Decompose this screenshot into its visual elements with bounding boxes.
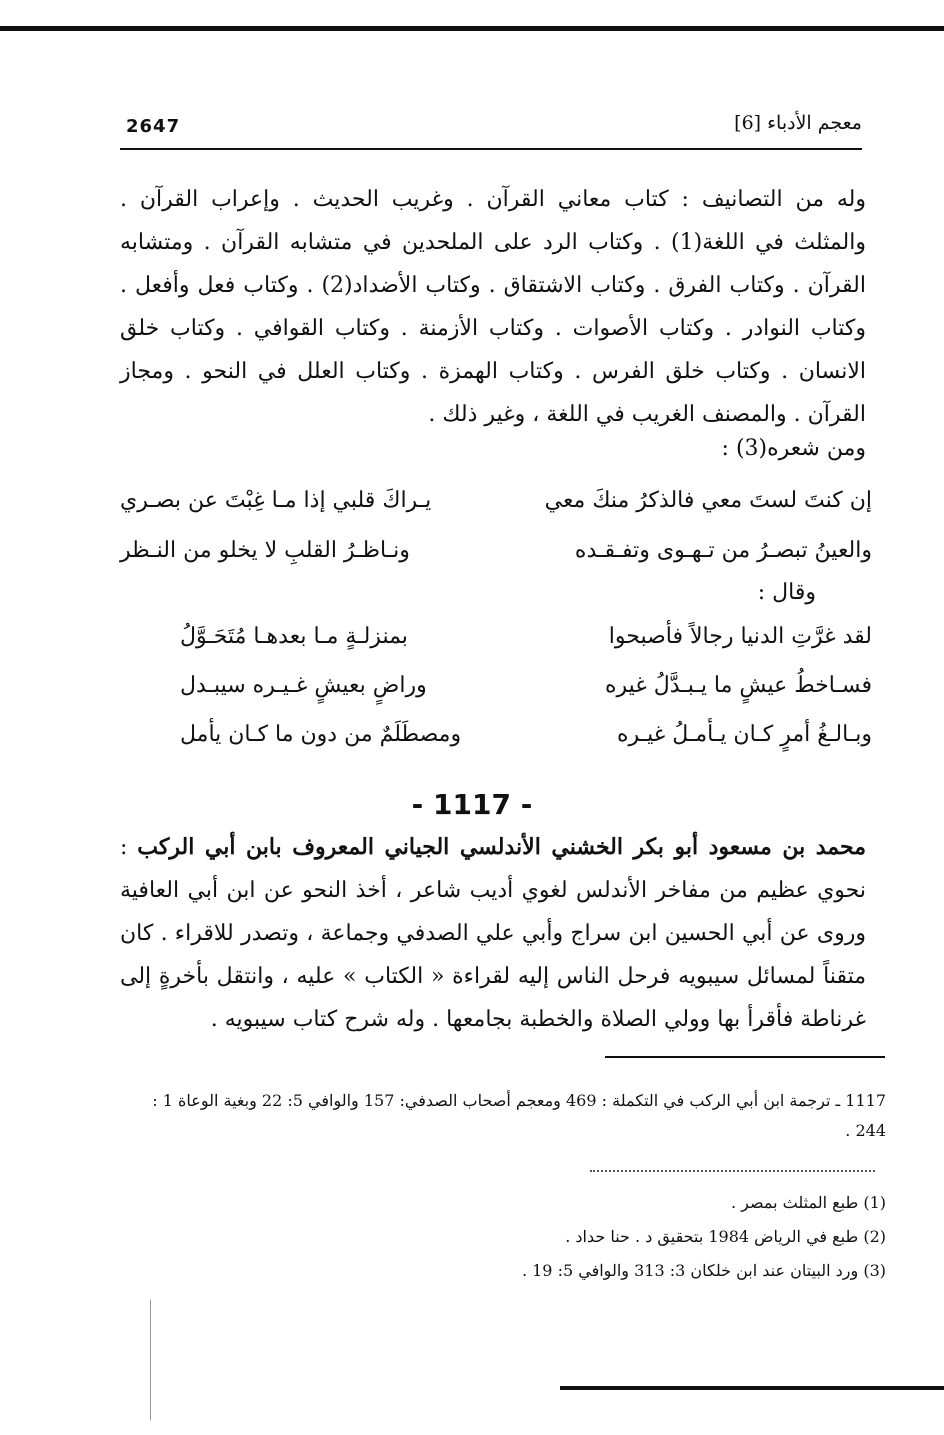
footnote-1: (1) طبع المثلث بمصر . xyxy=(731,1193,886,1212)
running-header xyxy=(120,112,862,144)
poetry-intro: ومن شعره(3) : xyxy=(721,436,866,461)
scan-edge-line xyxy=(150,1300,151,1420)
footnote-separator xyxy=(590,1170,875,1172)
biography-body: : نحوي عظيم من مفاخر الأندلس لغوي أديب شاعر ، أخذ النحو عن ابن أبي العافية وروى عن أبي الحسين ابن سراج وأبي علي الصدفي وجماعة ، وتصدر للاقراء . كان متقناً لمسائل سيبويه فرحل الناس إليه لقراءة « الكتاب » عليه ، وانتقل بأخرةٍ إلى غرناطة فأقرأ بها وولي الصلاة والخطبة بجامعها . وله شرح كتاب سيبويه . xyxy=(120,835,866,1032)
hemistich-first: والعينُ تبصـرُ من تـهـوى وتفـقـده xyxy=(574,538,872,563)
footnote-3: (3) ورد البيتان عند ابن خلكان 3: 313 والوافي 5: 19 . xyxy=(521,1261,886,1280)
scan-border-bottom xyxy=(560,1386,944,1390)
footnote-2: (2) طبع في الرياض 1984 بتحقيق د . حنا حداد . xyxy=(565,1227,886,1246)
footnotes xyxy=(522,1186,886,1288)
biography-name: محمد بن مسعود أبو بكر الخشني الأندلسي الجياني المعروف بابن أبي الركب xyxy=(137,834,866,860)
note-separator xyxy=(605,1056,885,1058)
entry-note: 1117 ـ ترجمة ابن أبي الركب في التكملة : 469 ومعجم أصحاب الصدفي: 157 والوافي 5: 22 وبغية الوعاة 1 : 244 . xyxy=(152,1091,886,1140)
poem1-verse-2 xyxy=(120,538,872,582)
biography-paragraph xyxy=(120,826,866,1041)
hemistich-second: ونـاظـرُ القلبِ لا يخلو من النـظر xyxy=(120,538,410,563)
book-title: معجم الأدباء [6] xyxy=(734,112,862,134)
works-text: وله من التصانيف : كتاب معاني القرآن . وغريب الحديث . وإعراب القرآن . والمثلث في اللغة(1) . وكتاب الرد على الملحدين في متشابه القرآن . ومتشابه القرآن . وكتاب الفرق . وكتاب الاشتقاق . وكتاب الأضداد(2) . وكتاب فعل وأفعل . وكتاب النوادر . وكتاب الأصوات . وكتاب الأزمنة . وكتاب القوافي . وكتاب خلق الانسان . وكتاب خلق الفرس . وكتاب الهمزة . وكتاب العلل في النحو . ومجاز القرآن . والمصنف الغريب في اللغة ، وغير ذلك . xyxy=(120,187,866,427)
works-paragraph xyxy=(120,178,866,436)
header-rule xyxy=(120,148,862,150)
poem2-verse-1 xyxy=(120,624,872,668)
hemistich-first: إن كنتَ لستَ معي فالذكرُ منكَ معي xyxy=(544,488,872,513)
poem1-verse-1 xyxy=(120,488,872,532)
poem2-verse-2 xyxy=(120,673,872,717)
hemistich-first: فسـاخطُ عيشٍ ما يـبـدَّلُ غيره xyxy=(604,673,872,698)
page-number: 2647 xyxy=(126,116,181,137)
hemistich-second: وراضٍ بعيشٍ غـيـره سيبـدل xyxy=(180,673,427,698)
poem2-verse-3 xyxy=(120,722,872,766)
hemistich-second: يـراكَ قلبي إذا مـا غِبْتَ عن بصـري xyxy=(120,488,432,513)
entry-number: - 1117 - xyxy=(411,788,533,821)
hemistich-first: وبـالـغُ أمرٍ كـان يـأمـلُ غيـره xyxy=(617,722,872,747)
scan-border-top xyxy=(0,26,944,31)
poem2-intro: وقال : xyxy=(757,580,816,605)
hemistich-second: ومصطَلَمٌ من دون ما كـان يأمل xyxy=(180,722,462,747)
hemistich-second: بمنزلـةٍ مـا بعدهـا مُتَحَـوَّلُ xyxy=(180,624,408,649)
hemistich-first: لقد غرَّتِ الدنيا رجالاً فأصبحوا xyxy=(608,624,872,649)
biography-text xyxy=(120,826,866,1041)
